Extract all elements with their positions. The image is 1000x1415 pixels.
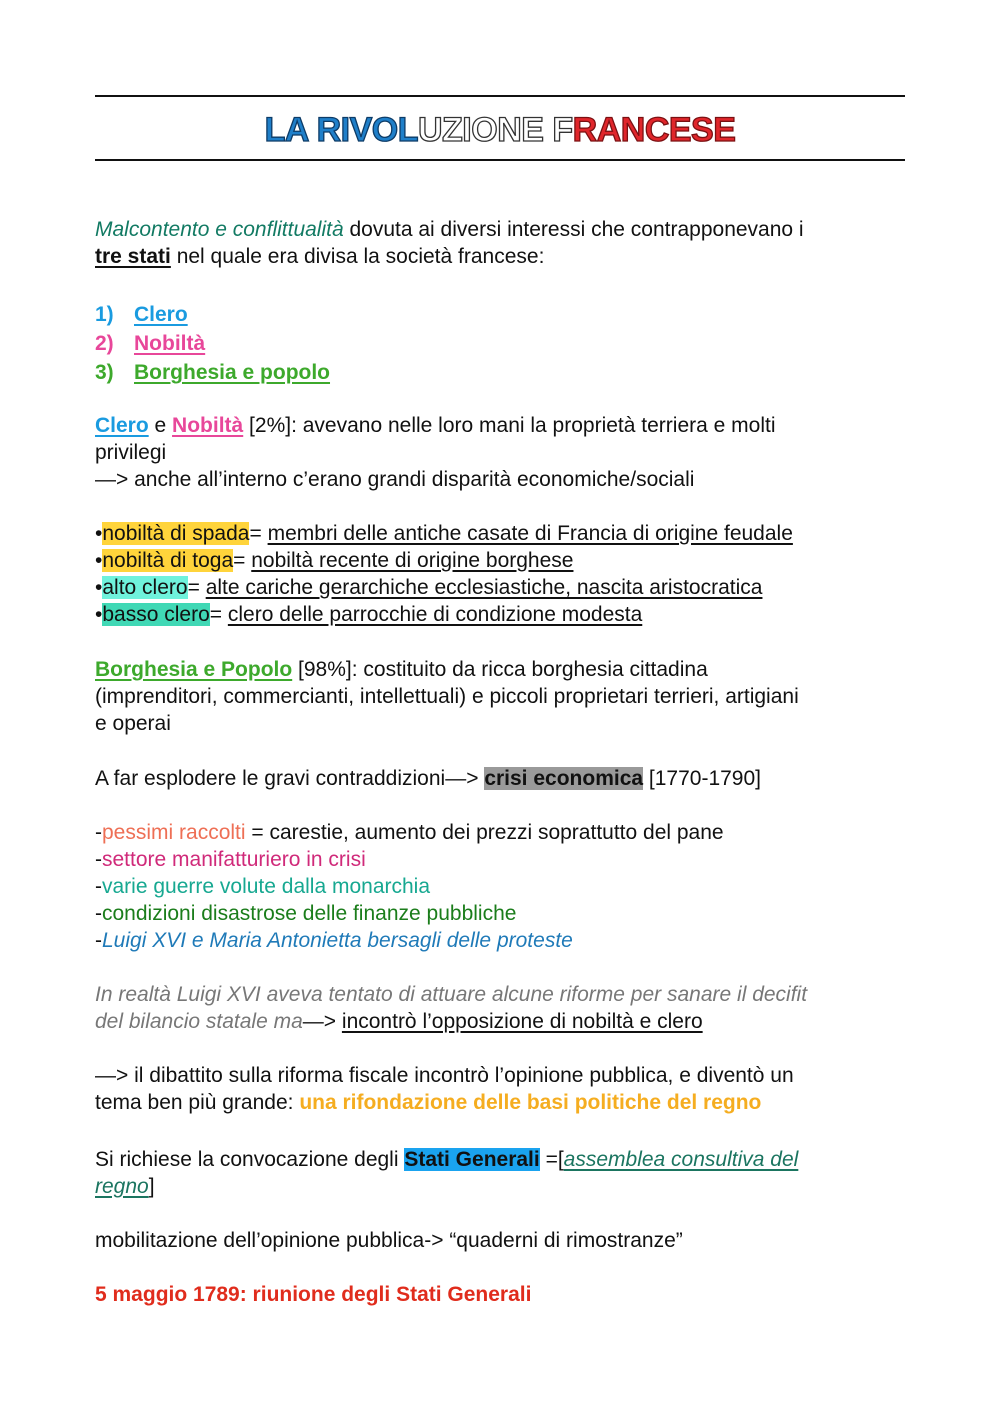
nobilta-label: Nobiltà xyxy=(172,414,244,437)
definition-item: •nobiltà di spada= membri delle antiche casate di Francia di origine feudale xyxy=(95,522,793,545)
states-list xyxy=(95,300,910,387)
assemblea-link: assemblea consultiva del xyxy=(563,1148,799,1171)
intro-text-1: dovuta ai diversi interessi che contrapponevano i xyxy=(343,218,804,241)
riforme-paragraph: In realtà Luigi XVI aveva tentato di attuare alcune riforme per sanare il decifit del bilancio statale ma—> incontrò l’opposizione di nobiltà e clero xyxy=(95,983,808,1033)
title-part-red: RANCESE xyxy=(572,111,736,149)
dibattito-paragraph: —> il dibattito sulla riforma fiscale incontrò l’opinione pubblica, e diventò un tema ben più grande: una rifondazione delle basi politiche del regno xyxy=(95,1064,794,1114)
term-nobilta-spada: nobiltà di spada xyxy=(102,522,250,545)
cause-item: -Luigi XVI e Maria Antonietta bersagli delle proteste xyxy=(95,929,573,952)
stati-generali-highlight: Stati Generali xyxy=(404,1148,540,1171)
list-item: 1) Clero xyxy=(95,303,188,326)
clero-label: Clero xyxy=(95,414,149,437)
borghesia-label: Borghesia e Popolo xyxy=(95,658,293,681)
top-rule xyxy=(95,95,905,97)
term-alto-clero: alto clero xyxy=(102,576,188,599)
list-item-borghesia: Borghesia e popolo xyxy=(134,361,331,384)
list-item: 2) Nobiltà xyxy=(95,332,206,355)
definitions-list xyxy=(95,520,910,628)
cause-item: -settore manifatturiero in crisi xyxy=(95,848,366,871)
page-title xyxy=(95,108,905,152)
crisi-economica-highlight: crisi economica xyxy=(484,767,644,790)
term-nobilta-toga: nobiltà di toga xyxy=(102,549,234,572)
intro-paragraph xyxy=(95,216,910,270)
list-item-nobilta: Nobiltà xyxy=(134,332,206,355)
definition-item: •alto clero= alte cariche gerarchiche ecclesiastiche, nascita aristocratica xyxy=(95,576,763,599)
cause-item: -condizioni disastrose delle finanze pubbliche xyxy=(95,902,517,925)
intro-lead: Malcontento e conflittualità xyxy=(95,218,344,241)
intro-text-2: nel quale era divisa la società francese: xyxy=(170,245,545,268)
mobilitazione-line: mobilitazione dell’opinione pubblica-> “quaderni di rimostranze” xyxy=(95,1229,683,1252)
title-part-white: UZIONE F xyxy=(417,111,573,149)
crisi-paragraph: A far esplodere le gravi contraddizioni—> crisi economica [1770-1790] xyxy=(95,767,761,790)
definition-item: •nobiltà di toga= nobiltà recente di origine borghese xyxy=(95,549,574,572)
definition-item: •basso clero= clero delle parrocchie di condizione modesta xyxy=(95,603,643,626)
term-basso-clero: basso clero xyxy=(102,603,210,626)
clero-nobilta-paragraph: Clero e Nobiltà [2%]: avevano nelle loro mani la proprietà terriera e molti privilegi —> anche all’interno c’erano grandi disparità economiche/sociali xyxy=(95,414,776,491)
bottom-rule xyxy=(95,159,905,161)
title-part-blue: LA RIVOL xyxy=(264,111,418,149)
causes-list xyxy=(95,819,910,954)
rifondazione-highlight: una rifondazione delle basi politiche del regno xyxy=(299,1091,762,1114)
list-item: 3) Borghesia e popolo xyxy=(95,361,331,384)
stati-paragraph: Si richiese la convocazione degli Stati Generali =[assemblea consultiva del regno] xyxy=(95,1148,799,1198)
cause-item: -varie guerre volute dalla monarchia xyxy=(95,875,431,898)
borghesia-paragraph: Borghesia e Popolo [98%]: costituito da ricca borghesia cittadina (imprenditori, commercianti, intellettuali) e piccoli proprietari terrieri, artigiani e operai xyxy=(95,658,799,735)
disparita-arrow: —> anche all’interno c’erano grandi disparità economiche/sociali xyxy=(95,468,695,491)
cause-item: -pessimi raccolti = carestie, aumento dei prezzi soprattutto del pane xyxy=(95,821,724,844)
list-item-clero: Clero xyxy=(134,303,188,326)
intro-tre-stati: tre stati xyxy=(95,245,171,268)
assemblea-link-cont: regno xyxy=(95,1175,149,1198)
final-date-line: 5 maggio 1789: riunione degli Stati Generali xyxy=(95,1283,532,1306)
